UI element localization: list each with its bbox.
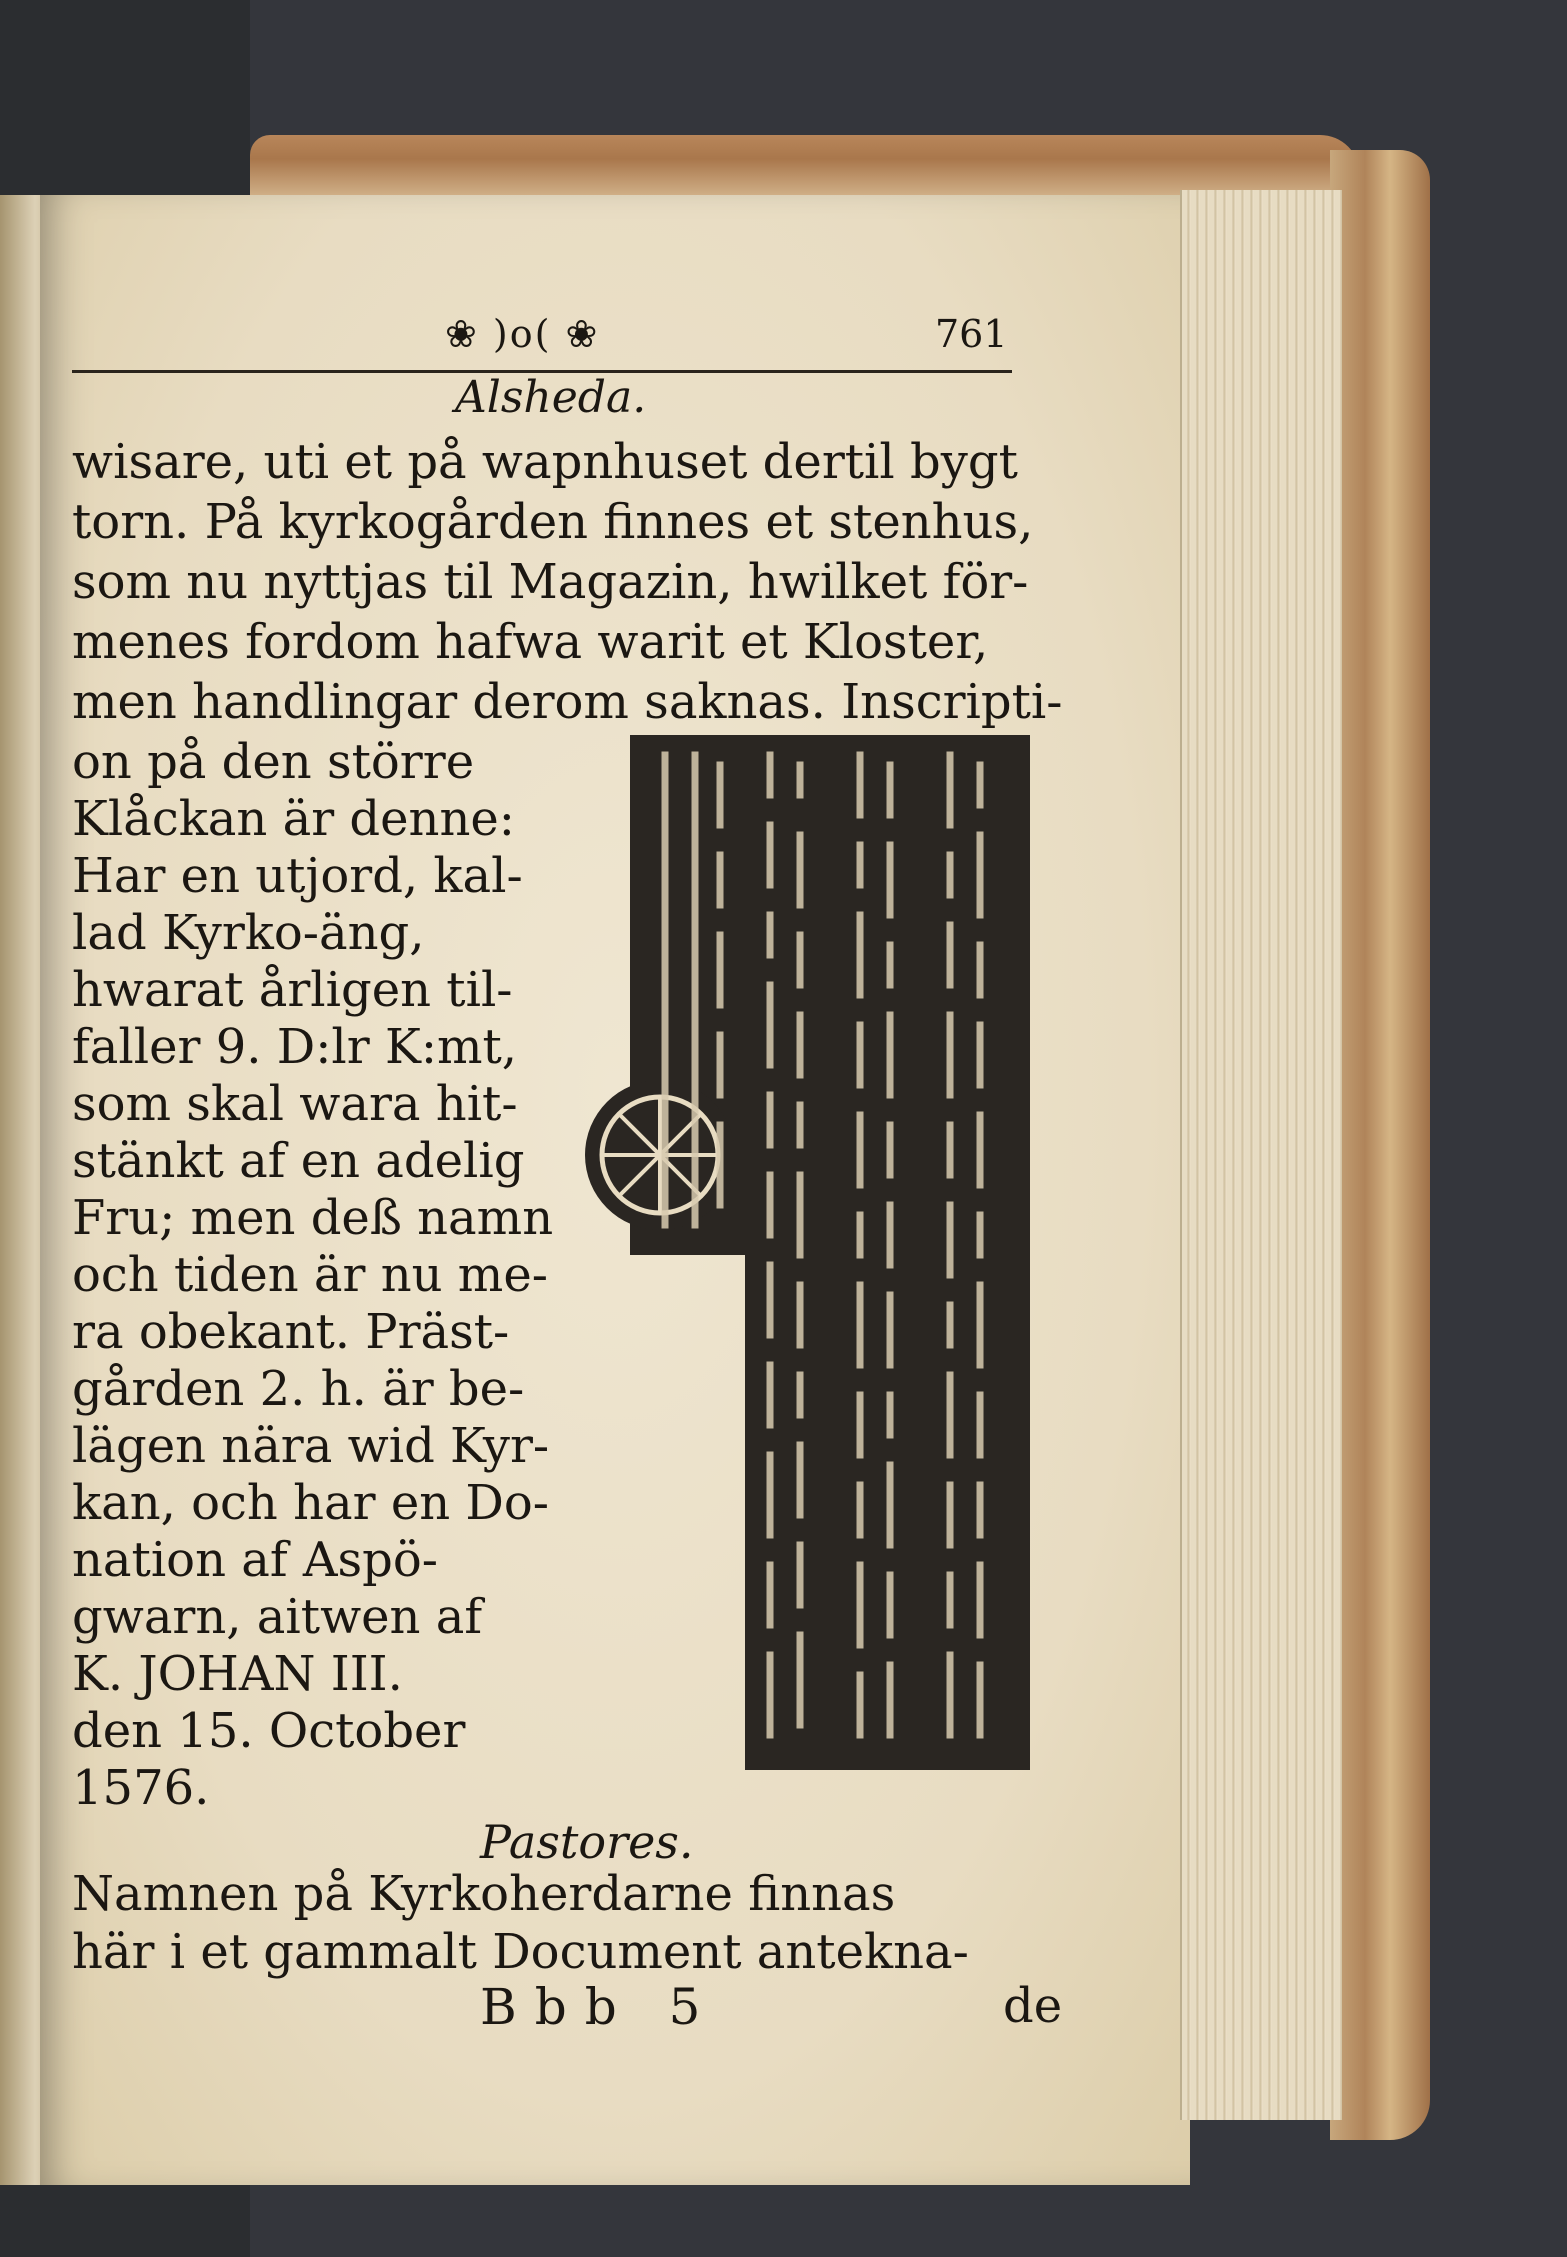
signature-mark: Bbb 5 xyxy=(480,1978,719,2036)
running-title: Alsheda. xyxy=(455,372,647,423)
narrow-line: lad Kyrko-äng, xyxy=(72,905,425,961)
narrow-line: 1576. xyxy=(72,1760,210,1816)
book-cover-top-edge xyxy=(250,135,1360,195)
narrow-line: faller 9. D:lr K:mt, xyxy=(72,1019,518,1075)
narrow-line: som skal wara hit- xyxy=(72,1076,518,1132)
page-number: 761 xyxy=(935,312,1008,356)
narrow-line: ra obekant. Präst- xyxy=(72,1304,510,1360)
narrow-line: lägen nära wid Kyr- xyxy=(72,1418,550,1474)
header-ornament: ❀ )o( ❀ xyxy=(445,312,600,356)
narrow-line: gwarn, aitwen af xyxy=(72,1589,483,1645)
page-fore-edge xyxy=(1180,190,1342,2120)
body-line: Namnen på Kyrkoherdarne finnas xyxy=(72,1866,896,1922)
narrow-line: kan, och har en Do- xyxy=(72,1475,549,1531)
body-line: torn. På kyrkogården finnes et stenhus, xyxy=(72,494,1034,550)
narrow-line: Fru; men deß namn xyxy=(72,1190,554,1246)
catchword: de xyxy=(1003,1978,1063,2034)
body-line: här i et gammalt Document antekna- xyxy=(72,1924,969,1980)
body-line: menes fordom hafwa warit et Kloster, xyxy=(72,614,989,670)
body-line: som nu nyttjas til Magazin, hwilket för- xyxy=(72,554,1029,610)
narrow-line: K. JOHAN III. xyxy=(72,1646,403,1702)
narrow-line: nation af Aspö- xyxy=(72,1532,439,1588)
narrow-line: Har en utjord, kal- xyxy=(72,848,523,904)
bell-inscription-rubbing-icon xyxy=(555,725,1035,1775)
narrow-line: Klåckan är denne: xyxy=(72,791,515,847)
body-line: wisare, uti et på wapnhuset dertil bygt xyxy=(72,434,1018,490)
narrow-line: hwarat årligen til- xyxy=(72,962,513,1018)
narrow-line: on på den större xyxy=(72,734,475,790)
book-cover-right-edge xyxy=(1330,150,1430,2140)
narrow-line: den 15. October xyxy=(72,1703,466,1759)
body-line: men handlingar derom saknas. Inscripti- xyxy=(72,674,1063,730)
section-heading: Pastores. xyxy=(480,1815,694,1869)
narrow-line: stänkt af en adelig xyxy=(72,1133,525,1189)
narrow-line: gården 2. h. är be- xyxy=(72,1361,525,1417)
narrow-line: och tiden är nu me- xyxy=(72,1247,548,1303)
